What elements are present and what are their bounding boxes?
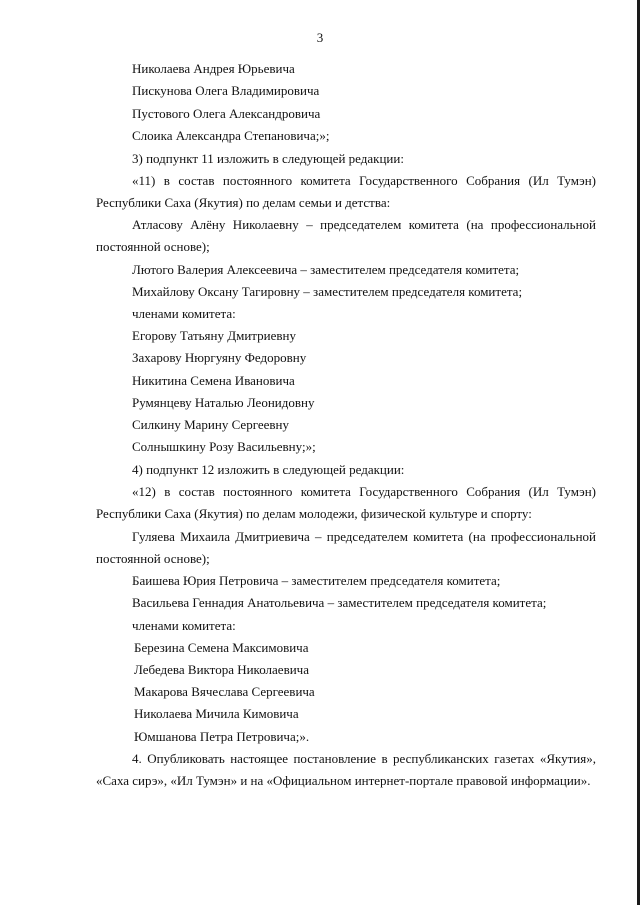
member-line: Макарова Вячеслава Сергеевича: [134, 684, 315, 699]
page-number: 3: [316, 30, 324, 45]
member-line: Березина Семена Максимовича: [134, 640, 309, 655]
publication-clause: 4. Опубликовать настоящее постановление в республиканских газетах «Якутия»,: [132, 751, 596, 766]
member-line: Слоика Александра Степановича;»;: [132, 128, 330, 143]
subclause-heading: 3) подпункт 11 изложить в следующей редакции:: [132, 151, 404, 166]
chair-line: Гуляева Михаила Дмитриевича – председателем комитета (на профессиональной: [132, 529, 596, 544]
member-line: Пискунова Олега Владимировича: [132, 83, 320, 98]
member-line: Солнышкину Розу Васильевну;»;: [132, 439, 316, 454]
member-line: Пустового Олега Александровича: [132, 106, 321, 121]
committee-intro-cont: Республики Саха (Якутия) по делам молодежи, физической культуре и спорту:: [96, 506, 532, 521]
members-heading: членами комитета:: [132, 306, 236, 321]
member-line: Юмшанова Петра Петровича;».: [134, 729, 310, 744]
member-line: Силкину Марину Сергеевну: [132, 417, 289, 432]
member-line: Никитина Семена Ивановича: [132, 373, 295, 388]
committee-intro: «11) в состав постоянного комитета Государственного Собрания (Ил Тумэн): [132, 173, 596, 188]
members-heading: членами комитета:: [132, 618, 236, 633]
chair-line-cont: постоянной основе);: [96, 551, 210, 566]
member-line: Николаева Андрея Юрьевича: [132, 61, 295, 76]
deputy-line: Баишева Юрия Петровича – заместителем председателя комитета;: [132, 573, 501, 588]
publication-clause-cont: «Саха сирэ», «Ил Тумэн» и на «Официальном интернет-портале правовой информации».: [96, 773, 591, 788]
deputy-line: Васильева Геннадия Анатольевича – заместителем председателя комитета;: [132, 595, 547, 610]
deputy-line: Михайлову Оксану Тагировну – заместителем председателя комитета;: [132, 284, 523, 299]
member-line: Николаева Мичила Кимовича: [134, 706, 299, 721]
member-line: Лебедева Виктора Николаевича: [134, 662, 309, 677]
subclause-heading: 4) подпункт 12 изложить в следующей редакции:: [132, 462, 405, 477]
committee-intro-cont: Республики Саха (Якутия) по делам семьи и детства:: [96, 195, 391, 210]
deputy-line: Лютого Валерия Алексеевича – заместителем председателя комитета;: [132, 262, 520, 277]
member-line: Румянцеву Наталью Леонидовну: [132, 395, 315, 410]
chair-line: Атласову Алёну Николаевну – председателем комитета (на профессиональной: [132, 217, 596, 232]
member-line: Егорову Татьяну Дмитриевну: [132, 328, 296, 343]
chair-line-cont: постоянной основе);: [96, 239, 210, 254]
committee-intro: «12) в состав постоянного комитета Государственного Собрания (Ил Тумэн): [132, 484, 596, 499]
member-line: Захарову Нюргуяну Федоровну: [132, 350, 307, 365]
